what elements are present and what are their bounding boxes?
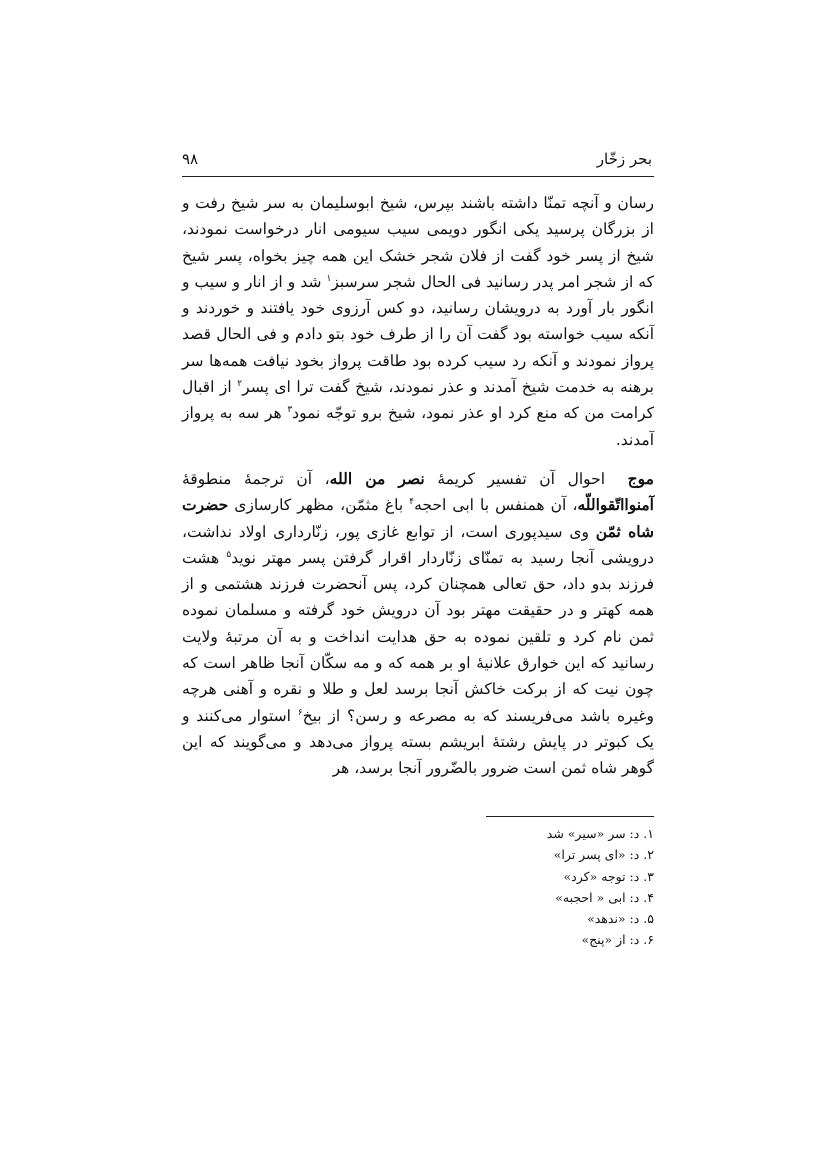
paragraph-text: استوار می‌کنند و یک کبوتر در پایش رشتهٔ ابریشم بسته پرواز می‌دهد و می‌گویند که این گوهر شاه ثمن است ضرور بالضّرور آنجا برسد، هر <box>182 706 654 778</box>
paragraph-text: ، آن ترجمهٔ منطوقهٔ <box>182 469 330 488</box>
running-header <box>182 146 652 176</box>
paragraph-text: احوال آن تفسیر کریمهٔ <box>424 469 618 488</box>
footnote-ref-1: ۱ <box>326 273 332 284</box>
bold-phrase: نصر من الله <box>329 468 425 488</box>
footnotes <box>454 823 654 951</box>
paragraph-text: باغ مثمّن، مظهر کارسازی <box>228 496 410 515</box>
footnote-2: ۲. د: «ای پسر ترا» <box>553 847 654 863</box>
paragraph-text: وی سیدپوری است، از توابع غازی پور، زنّارداری اولاد نداشت، درویشی آنجا رسید به تمنّای زنّاردار اقرار گرفتن پسر مهتر نوید <box>182 522 654 567</box>
footnote-divider <box>486 816 654 817</box>
paragraph-lead-word: موج <box>627 468 654 488</box>
running-title: بحر زخّار <box>596 150 652 168</box>
paragraph-text: هشت فرزند بدو داد، حق تعالی همچنان کرد، پس آنحضرت فرزند هشتمی و از همه کهتر و در حقیقت مهتر بود آن درویش خود گرفته و مسلمان نموده ثمن نام کرد و تلقین نموده به حق هدایت انداخت و به آن مرتبهٔ ولایت رسانید که این خوارق علانیهٔ او بر همه که و مه سکّان آنجا ظاهر است که چون نیت که از برکت خاکش آنجا برسد لعل و طلا و نقره و آهنی هرچه وغیره باشد می‌فریسند که به مصرعه و رسن؟ از بیخ <box>182 548 654 725</box>
footnote-1: ۱. د: سر «سیر» شد <box>546 826 654 841</box>
paragraph-1 <box>182 190 654 453</box>
paragraph-text: از اقبال کرامت من که منع کرد او عذر نمود، شیخ برو توجّه نمود <box>182 378 655 423</box>
paragraph-text: هر سه به پرواز آمدند. <box>182 404 654 449</box>
footnote-ref-6: ۶ <box>297 707 303 718</box>
body-text <box>182 190 654 782</box>
footnote-3: ۳. د: توجه «کرد» <box>563 868 654 884</box>
footnote-ref-4: ۴ <box>409 497 415 508</box>
paragraph-2 <box>182 466 654 782</box>
footnote-ref-3: ۳ <box>287 405 293 416</box>
footnote-ref-5: ۵ <box>226 549 232 560</box>
header-divider <box>182 176 654 177</box>
paragraph-text: رسان و آنچه تمنّا داشته باشند بپرس، شیخ ابوسلیمان به سر شیخ رفت و از بزرگان پرسید یکی انگور دویمی سیب سیومی انار درخواست نمودند، شیخ از پسر خود گفت از فلان شجر خشک این همه چیز بخواه، پسر شیخ که از شجر امر پدر رسانید فی الحال شجر سرسبز <box>182 194 654 291</box>
footnote-6: ۶. د: از «پنج» <box>581 932 654 948</box>
bold-phrase: حضرت شاه ثمّن <box>182 495 654 541</box>
footnote-5: ۵. د: «ندهد» <box>587 911 654 927</box>
footnote-4: ۴. د: ابی « احجبه» <box>555 889 654 905</box>
bold-phrase: آمنوااتّقواللّه <box>577 495 654 515</box>
footnote-ref-2: ۲ <box>237 378 243 389</box>
paragraph-text: ، آن همنفس با ابی احجه <box>414 496 578 515</box>
paragraph-text: شد و از انار و سیب و انگور بار آورد به درویشان رسانید، دو کس آرزوی خود یافتند و خوردند و آنکه سیب خواسته بود گفت آن را از طرف خود بتو دادم و فی الحال قصد پرواز نمودند و آنکه رد سیب کرده بود طاقت پرواز بخود نیافت همه‌ها سر برهنه به خدمت شیخ آمدند و عذر نمودند، شیخ گفت ترا ای پسر <box>182 272 654 397</box>
page-number: ۹۸ <box>182 150 199 168</box>
